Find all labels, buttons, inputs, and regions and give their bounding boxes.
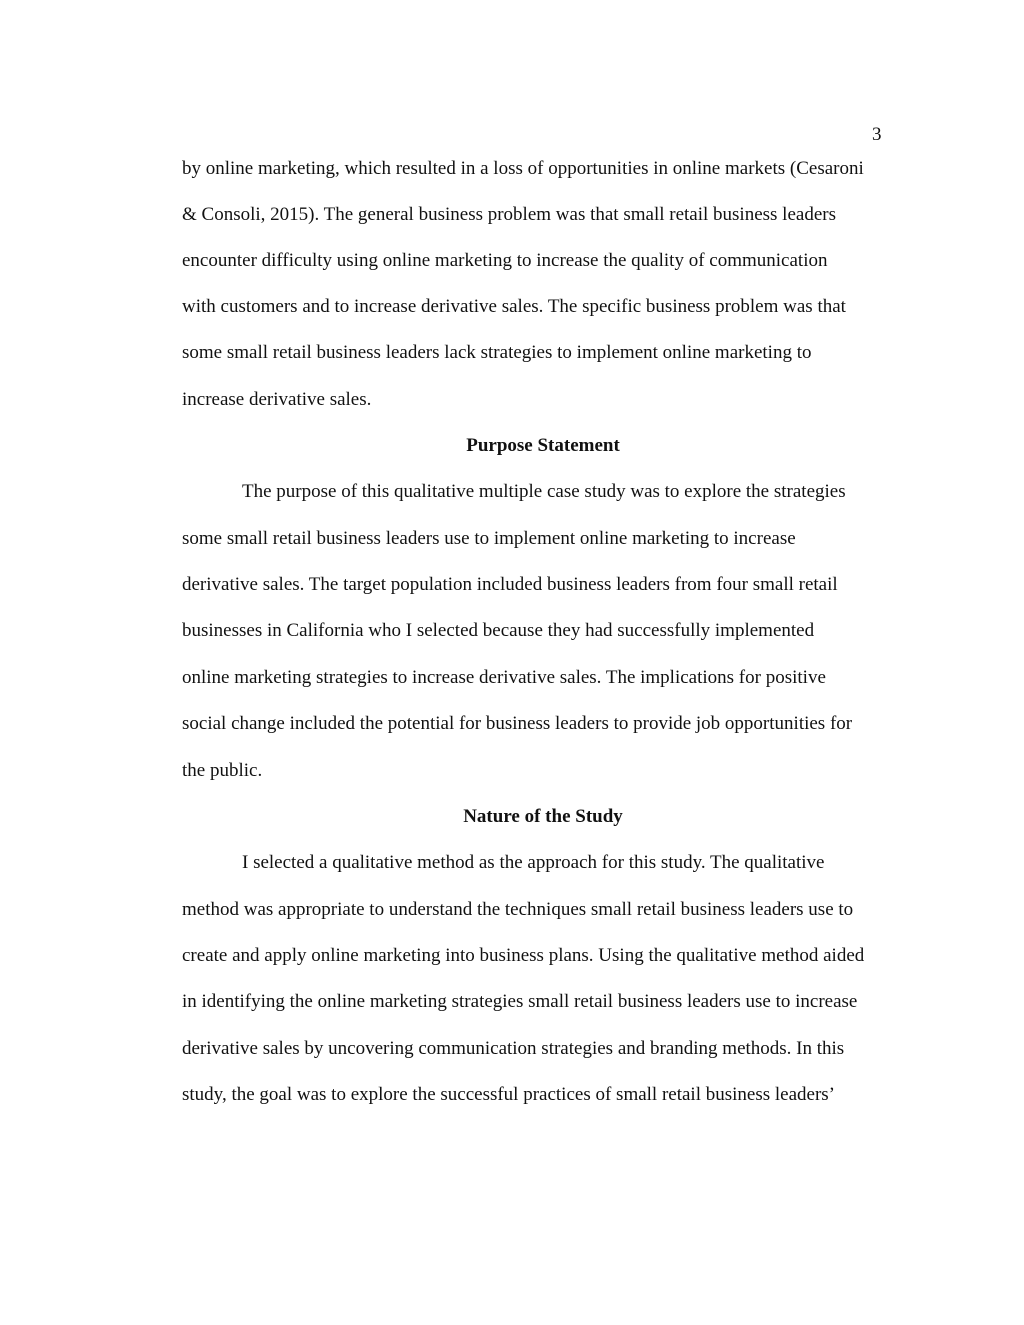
text-line: social change included the potential for business leaders to provide job opportunities for [182,713,853,734]
text-line: in identifying the online marketing strategies small retail business leaders use to increase [182,991,858,1012]
text-line: encounter difficulty using online marketing to increase the quality of communication [182,250,828,271]
text-line: create and apply online marketing into business plans. Using the qualitative method aided [182,945,865,966]
text-line: The purpose of this qualitative multiple case study was to explore the strategies [242,481,846,502]
text-line: with customers and to increase derivative sales. The specific business problem was that [182,296,846,317]
page-number: 3 [872,124,882,145]
text-line: study, the goal was to explore the successful practices of small retail business leaders’ [182,1084,836,1105]
section-heading-purpose: Purpose Statement [466,435,620,456]
text-line: derivative sales by uncovering communication strategies and branding methods. In this [182,1038,845,1059]
text-line: method was appropriate to understand the techniques small retail business leaders use to [182,899,854,920]
text-line: & Consoli, 2015). The general business problem was that small retail business leaders [182,204,836,225]
section-heading-nature: Nature of the Study [463,806,623,827]
text-line: businesses in California who I selected because they had successfully implemented [182,620,815,641]
text-line: derivative sales. The target population included business leaders from four small retail [182,574,838,595]
text-line: the public. [182,760,263,781]
text-line: some small retail business leaders use to implement online marketing to increase [182,528,796,549]
text-line: by online marketing, which resulted in a loss of opportunities in online markets (Cesaroni [182,158,864,179]
text-line: online marketing strategies to increase derivative sales. The implications for positive [182,667,826,688]
text-line: I selected a qualitative method as the approach for this study. The qualitative [242,852,825,873]
text-line: increase derivative sales. [182,389,372,410]
text-line: some small retail business leaders lack strategies to implement online marketing to [182,342,812,363]
